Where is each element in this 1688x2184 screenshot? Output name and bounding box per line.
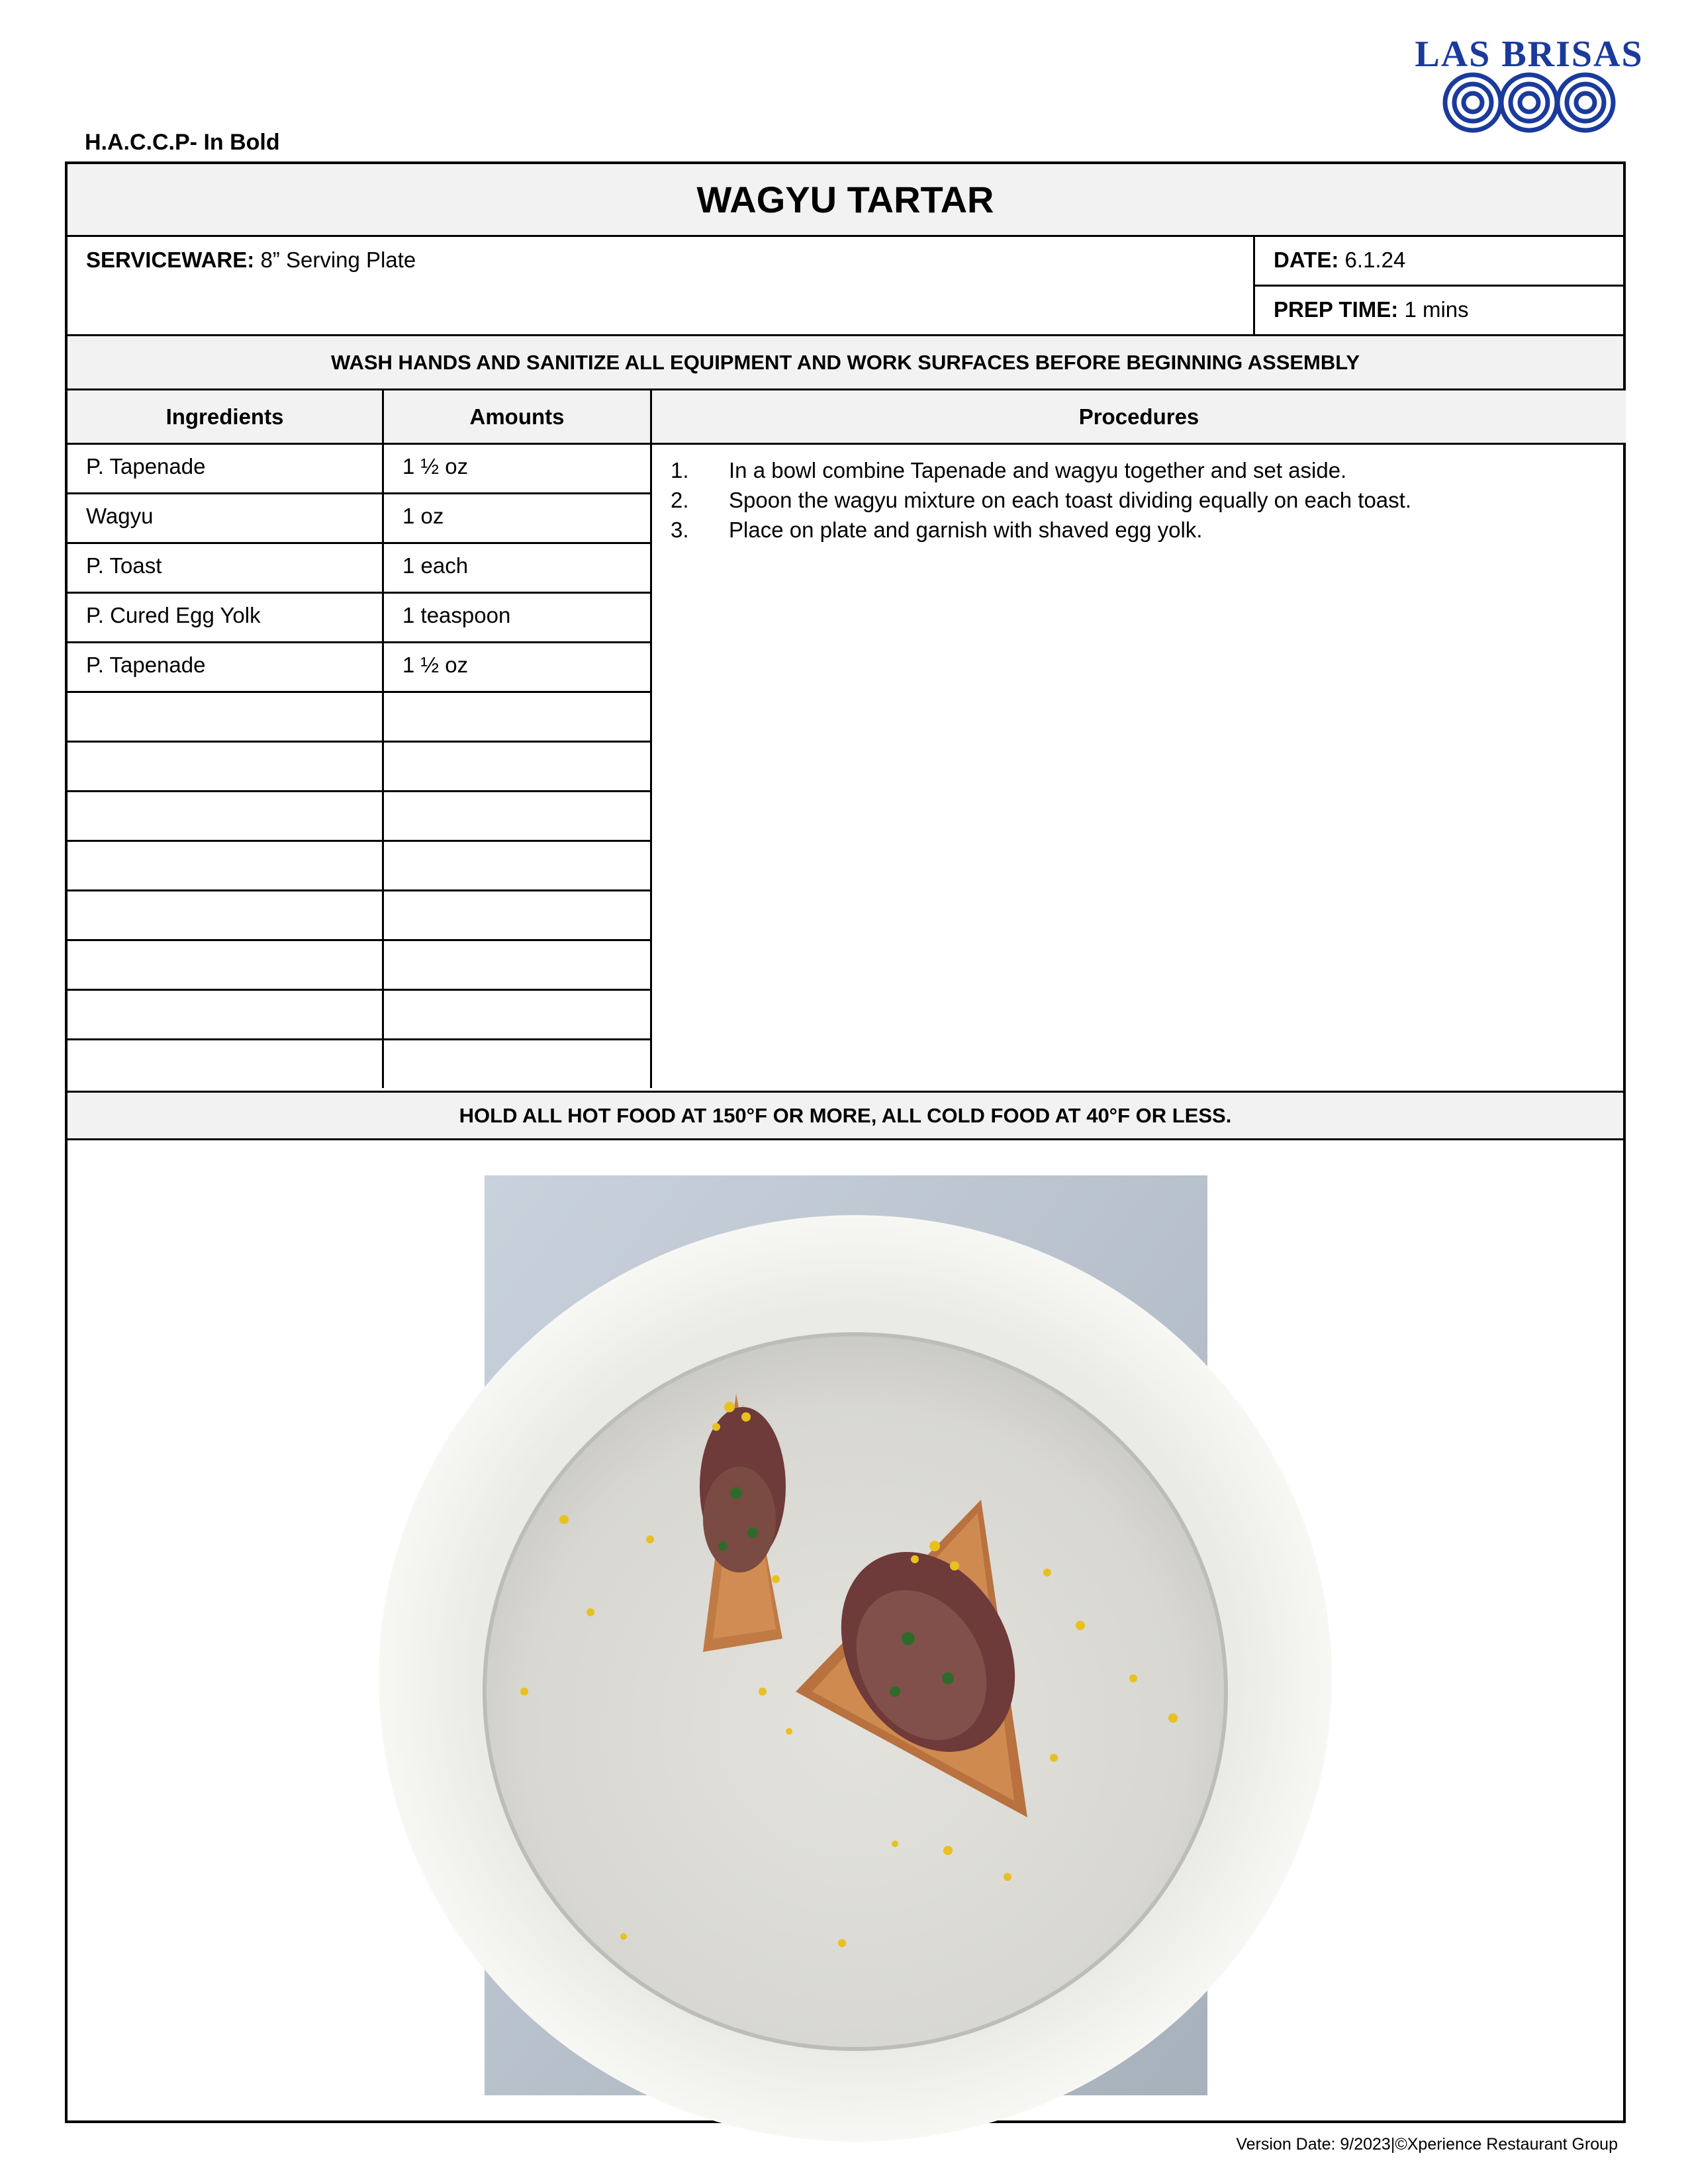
table-row — [68, 594, 652, 643]
ingredient-amount: 1 ½ oz — [384, 445, 652, 492]
haccp-note: H.A.C.C.P- In Bold — [85, 130, 280, 155]
recipe-title: WAGYU TARTAR — [68, 164, 1623, 237]
table-row — [68, 941, 652, 991]
procedure-step — [671, 515, 1607, 545]
svg-text:LAS BRISAS: LAS BRISAS — [1415, 34, 1644, 75]
table-row — [68, 842, 652, 891]
step-text: In a bowl combine Tapenade and wagyu together and set aside. — [729, 458, 1347, 482]
ingredient-amount — [384, 941, 652, 989]
step-number: 3. — [671, 518, 689, 542]
ingredient-name — [68, 693, 384, 741]
ingredient-name — [68, 1040, 384, 1088]
serviceware-field — [68, 237, 1255, 336]
ingredient-name: P. Cured Egg Yolk — [68, 594, 384, 641]
ingredient-amount — [384, 743, 652, 790]
ingredient-amount — [384, 1040, 652, 1088]
ingredient-name — [68, 991, 384, 1038]
ingredient-name — [68, 941, 384, 989]
ingredient-name: P. Tapenade — [68, 445, 384, 492]
ingredient-amount: 1 oz — [384, 494, 652, 542]
step-number: 1. — [671, 458, 689, 482]
ingredient-name — [68, 792, 384, 840]
prep-time-value: 1 mins — [1404, 297, 1469, 322]
table-row — [68, 693, 652, 743]
table-row — [68, 792, 652, 842]
ingredients-header: Ingredients — [68, 390, 384, 445]
ingredient-amount: 1 ½ oz — [384, 643, 652, 691]
ingredient-amount — [384, 693, 652, 741]
ingredient-name: P. Tapenade — [68, 643, 384, 691]
serviceware-label: SERVICEWARE: — [86, 248, 255, 272]
las-brisas-logo — [1415, 26, 1644, 146]
table-row — [68, 891, 652, 941]
step-text: Spoon the wagyu mixture on each toast dividing equally on each toast. — [729, 488, 1411, 512]
ingredient-name: Wagyu — [68, 494, 384, 542]
procedures-header: Procedures — [652, 390, 1626, 445]
ingredient-amount — [384, 842, 652, 889]
procedures-list — [652, 445, 1626, 1090]
table-row — [68, 544, 652, 594]
ingredient-amount — [384, 891, 652, 939]
table-row — [68, 991, 652, 1040]
ingredient-amount: 1 teaspoon — [384, 594, 652, 641]
ingredient-amount — [384, 991, 652, 1038]
prep-time-label: PREP TIME: — [1274, 297, 1399, 322]
table-row — [68, 445, 652, 494]
step-number: 2. — [671, 488, 689, 512]
prep-time-field — [1255, 287, 1626, 336]
step-text: Place on plate and garnish with shaved egg yolk. — [729, 518, 1203, 542]
ingredient-name — [68, 743, 384, 790]
ingredient-amount: 1 each — [384, 544, 652, 592]
table-row — [68, 1040, 652, 1088]
amounts-header: Amounts — [384, 390, 652, 445]
ingredients-table — [68, 445, 652, 1088]
ingredient-amount — [384, 792, 652, 840]
serviceware-value: 8” Serving Plate — [260, 248, 416, 272]
date-label: DATE: — [1274, 248, 1339, 272]
table-row — [68, 494, 652, 544]
ingredient-name — [68, 842, 384, 889]
procedure-step — [671, 485, 1607, 515]
version-footer: Version Date: 9/2023|©Xperience Restaurant Group — [1236, 2135, 1618, 2154]
hold-temperature-notice: HOLD ALL HOT FOOD AT 150°F OR MORE, ALL COLD FOOD AT 40°F OR LESS. — [68, 1091, 1623, 1140]
recipe-card — [65, 161, 1626, 2123]
date-value: 6.1.24 — [1344, 248, 1406, 272]
wash-notice: WASH HANDS AND SANITIZE ALL EQUIPMENT AND WORK SURFACES BEFORE BEGINNING ASSEMBLY — [68, 336, 1623, 390]
table-row — [68, 643, 652, 693]
ingredient-name — [68, 891, 384, 939]
procedure-step — [671, 455, 1607, 485]
date-field — [1255, 237, 1626, 287]
ingredient-name: P. Toast — [68, 544, 384, 592]
dish-photo — [485, 1175, 1207, 2095]
table-row — [68, 743, 652, 792]
